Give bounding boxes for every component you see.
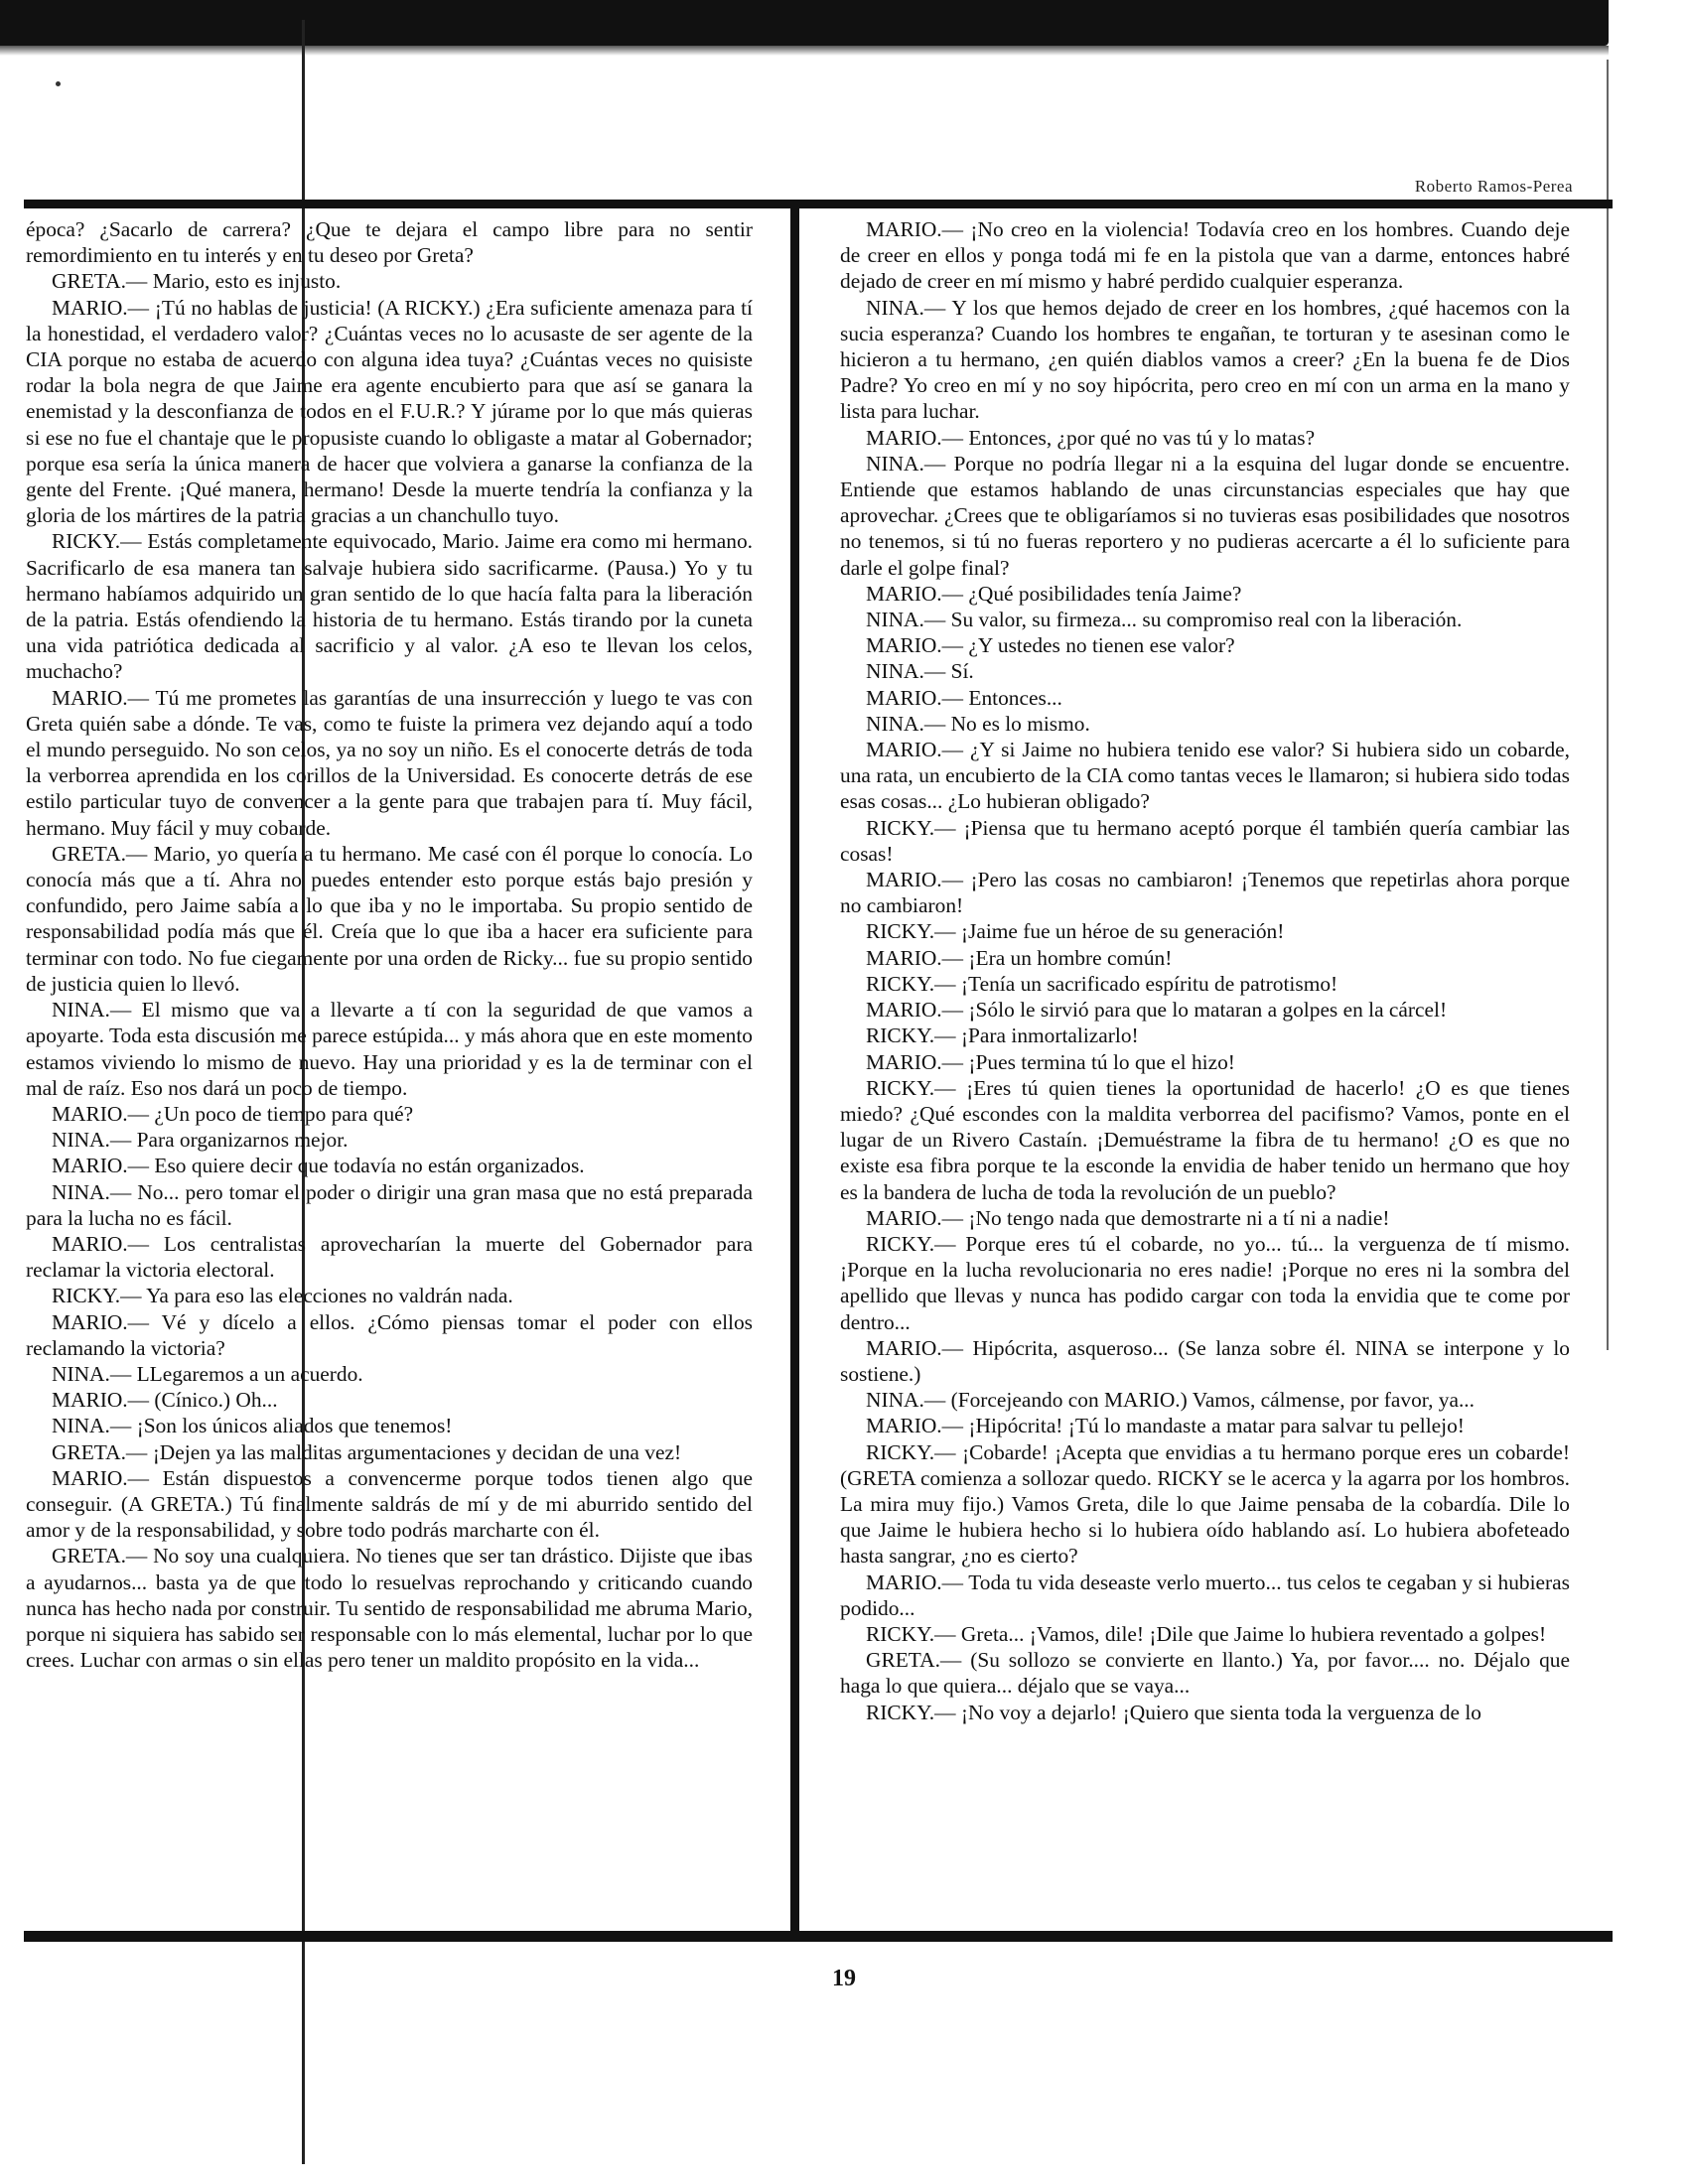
scan-edge-line xyxy=(1607,60,1609,1350)
dialogue-text: época? ¿Sacarlo de carrera? ¿Que te dejara el campo libre para no sentir remordimiento en tu interés y en tu deseo por Greta? xyxy=(26,217,753,268)
dialogue-line xyxy=(840,1621,1570,1647)
page-number: 19 xyxy=(832,1966,856,1991)
speaker-name: MARIO.— xyxy=(866,1414,964,1438)
scan-top-shadow xyxy=(0,46,1609,56)
dialogue-line xyxy=(840,1700,1570,1725)
dialogue-line xyxy=(840,1075,1570,1205)
dialogue-line xyxy=(26,1543,753,1673)
speaker-name: RICKY.— xyxy=(866,1439,956,1464)
column-divider xyxy=(790,208,799,1931)
dialogue-text: ¡Para inmortalizarlo! xyxy=(960,1024,1139,1048)
dialogue-line xyxy=(840,1335,1570,1387)
speaker-name: NINA.— xyxy=(866,1388,946,1413)
speaker-name: MARIO.— xyxy=(52,1465,150,1490)
dialogue-line xyxy=(840,1439,1570,1570)
speaker-name: MARIO.— xyxy=(52,1154,150,1178)
dialogue-text: ¡Cobarde! ¡Acepta que envidias a tu hermano porque eres un cobarde! (GRETA comienza a sollozar quedo. RICKY se le acerca y la agarra por los hombros. La mira muy fijo.) Vamos Greta, dile lo que Jaime pensaba de la cobardía. Dile lo que Jaime le hubiera hecho si lo hubiera oído hablando así. Lo hubiera abofeteado hasta sangrar, ¿no es cierto? xyxy=(840,1439,1570,1569)
dialogue-line xyxy=(26,1101,753,1127)
dialogue-text: ¿Y ustedes no tienen ese valor? xyxy=(968,633,1235,658)
dialogue-text: Greta... ¡Vamos, dile! ¡Dile que Jaime lo hubiera reventado a golpes! xyxy=(960,1621,1547,1646)
dialogue-line xyxy=(840,918,1570,944)
dialogue-text: ¡Hipócrita! ¡Tú lo mandaste a matar para salvar tu pellejo! xyxy=(968,1414,1465,1438)
speaker-name: MARIO.— xyxy=(866,1570,964,1594)
speaker-name: MARIO.— xyxy=(866,945,964,970)
dialogue-text: ¿Un poco de tiempo para qué? xyxy=(154,1101,414,1126)
speaker-name: MARIO.— xyxy=(866,581,964,606)
dialogue-text: Porque eres tú el cobarde, no yo... tú... la verguenza de tí mismo. ¡Porque en la lucha revolucionaria no eres nadie! ¡Porque no eres ni la sombra del apellido que llevas y nunca has podido cargar con toda la envidia que te come por dentro... xyxy=(840,1231,1570,1334)
dialogue-line xyxy=(840,425,1570,451)
speaker-name: MARIO.— xyxy=(866,685,964,710)
speaker-name: RICKY.— xyxy=(866,971,956,996)
speaker-name: MARIO.— xyxy=(866,998,964,1023)
speaker-name: NINA.— xyxy=(866,608,946,632)
dialogue-text: ¡Jaime fue un héroe de su generación! xyxy=(960,919,1285,944)
speaker-name: MARIO.— xyxy=(52,1101,150,1126)
speaker-name: MARIO.— xyxy=(866,1205,964,1230)
dialogue-text: Hipócrita, asqueroso... (Se lanza sobre él. NINA se interpone y lo sostiene.) xyxy=(840,1335,1570,1386)
dialogue-text: No... pero tomar el poder o dirigir una gran masa que no está preparada para la lucha no es fácil. xyxy=(26,1179,753,1230)
dialogue-text: ¡Son los únicos aliados que tenemos! xyxy=(136,1414,453,1438)
dialogue-line xyxy=(26,1153,753,1178)
dialogue-line xyxy=(26,1127,753,1153)
dialogue-line xyxy=(26,268,753,294)
dialogue-text: Su valor, su firmeza... su compromiso real con la liberación. xyxy=(950,608,1463,632)
speaker-name: MARIO.— xyxy=(866,217,964,241)
dialogue-text: Porque no podría llegar ni a la esquina del lugar donde se encuentre. Entiende que estamos hablando de unas circunstancias especiales que hay que aprovechar. ¿Crees que te obligaríamos si no tuvieras esas posibilidades que nosotros no tenemos, si tú no fueras reportero y no pudieras acercarte a él lo suficiente para darle el golpe final? xyxy=(840,451,1570,580)
dialogue-text: (Cínico.) Oh... xyxy=(154,1388,278,1413)
speaker-name: RICKY.— xyxy=(866,1700,956,1724)
dialogue-line xyxy=(840,997,1570,1023)
speaker-name: GRETA.— xyxy=(52,1544,148,1569)
dialogue-line xyxy=(26,1413,753,1438)
speaker-name: GRETA.— xyxy=(52,841,148,866)
running-head: Roberto Ramos-Perea xyxy=(1414,177,1573,196)
dialogue-line xyxy=(840,945,1570,971)
speaker-name: MARIO.— xyxy=(866,1335,964,1360)
dialogue-line xyxy=(840,295,1570,425)
dialogue-line xyxy=(840,737,1570,815)
dialogue-line xyxy=(840,1570,1570,1621)
dialogue-text: Y los que hemos dejado de creer en los hombres, ¿qué hacemos con la sucia esperanza? Cuando los hombres te engañan, te torturan y te asesinan como le hicieron a tu hermano, ¿en quién diablos vamos a creer? ¿En la buena fe de Dios Padre? Yo creo en mí y no soy hipócrita, pero creo en mí con un arma en la mano y lista para luchar. xyxy=(840,295,1570,424)
speaker-name: NINA.— xyxy=(52,998,132,1023)
dialogue-text: Toda tu vida deseaste verlo muerto... tus celos te cegaban y si hubieras podido... xyxy=(840,1570,1570,1620)
speaker-name: NINA.— xyxy=(866,295,946,320)
dialogue-text: El mismo que va a llevarte a tí con la seguridad de que vamos a apoyarte. Toda esta discusión me parece estúpida... y más ahora que en este momento estamos viviendo lo mismo de nuevo. Hay una prioridad y es la de terminar con el mal de raíz. Eso nos dará un poco de tiempo. xyxy=(26,998,753,1100)
right-column xyxy=(840,216,1570,1924)
dialogue-text: ¿Qué posibilidades tenía Jaime? xyxy=(968,581,1242,606)
dialogue-line xyxy=(26,841,753,997)
scan-top-bar xyxy=(0,0,1609,46)
speaker-name: NINA.— xyxy=(52,1128,132,1153)
dialogue-line xyxy=(840,658,1570,684)
speaker-name: NINA.— xyxy=(52,1414,132,1438)
dialogue-line xyxy=(840,711,1570,737)
dialogue-text: ¡Eres tú quien tienes la oportunidad de hacerlo! ¿O es que tienes miedo? ¿Qué escondes con la maldita verborrea del pacifismo? Vamos, ponte en el lugar de un Rivero Castaín. ¡Demuéstrame la fibra de tu hermano! ¿O es que no existe esa fibra porque te la esconde la envidia de haber tenido un hermano que hoy es la bandera de lucha de toda la revolución de un pueblo? xyxy=(840,1075,1570,1204)
speaker-name: MARIO.— xyxy=(866,633,964,658)
speaker-name: RICKY.— xyxy=(866,1075,956,1100)
dialogue-line xyxy=(26,1231,753,1283)
speaker-name: GRETA.— xyxy=(52,1439,148,1464)
dialogue-text: ¡Piensa que tu hermano aceptó porque él también quería cambiar las cosas! xyxy=(840,815,1570,866)
dialogue-text: Entonces, ¿por qué no vas tú y lo matas? xyxy=(968,425,1316,450)
speaker-name: RICKY.— xyxy=(866,919,956,944)
dialogue-line xyxy=(840,971,1570,997)
dialogue-text: No soy una cualquiera. No tienes que ser tan drástico. Dijiste que ibas a ayudarnos... basta ya de que todo lo resuelvas reprochando y criticando cuando nunca has hecho nada por construir. Tu sentido de responsabilidad me abruma Mario, porque ni siquiera has sabido ser responsable con lo más elemental, luchar por lo que crees. Luchar con armas o sin ellas pero tener un maldito propósito en la vida... xyxy=(26,1544,753,1673)
dialogue-text: ¡Pero las cosas no cambiaron! ¡Tenemos que repetirlas ahora porque no cambiaron! xyxy=(840,868,1570,918)
speaker-name: GRETA.— xyxy=(52,269,148,294)
speaker-name: MARIO.— xyxy=(52,685,150,710)
dialogue-text: Están dispuestos a convencerme porque todos tienen algo que conseguir. (A GRETA.) Tú finalmente saldrás de mí y de mi aburrido sentido del amor y de la responsabilidad, y sobre todo podrás marcharte con él. xyxy=(26,1465,753,1543)
dialogue-line xyxy=(840,685,1570,711)
left-column xyxy=(26,216,753,1924)
speaker-name: MARIO.— xyxy=(866,868,964,892)
dialogue-text: (Su sollozo se convierte en llanto.) Ya, por favor.... no. Déjalo que haga lo que quiera... déjalo que se vaya... xyxy=(840,1648,1570,1699)
speaker-name: RICKY.— xyxy=(52,1284,142,1308)
dialogue-text: (Forcejeando con MARIO.) Vamos, cálmense, por favor, ya... xyxy=(950,1388,1475,1413)
dialogue-text: ¡No voy a dejarlo! ¡Quiero que sienta toda la verguenza de lo xyxy=(960,1700,1481,1724)
dialogue-line xyxy=(840,1023,1570,1048)
dialogue-line xyxy=(840,1647,1570,1699)
dialogue-line xyxy=(26,1439,753,1465)
speaker-name: MARIO.— xyxy=(52,295,150,320)
dialogue-line xyxy=(840,1231,1570,1335)
speaker-name: MARIO.— xyxy=(52,1388,150,1413)
dialogue-text: Ya para eso las elecciones no valdrán nada. xyxy=(146,1284,513,1308)
dialogue-line xyxy=(26,997,753,1101)
dialogue-text: ¡Dejen ya las malditas argumentaciones y decidan de una vez! xyxy=(152,1439,682,1464)
dialogue-line xyxy=(840,216,1570,295)
dialogue-text: ¡Pues termina tú lo que el hizo! xyxy=(968,1049,1235,1074)
speaker-name: NINA.— xyxy=(866,659,946,684)
dialogue-text: Eso quiere decir que todavía no están organizados. xyxy=(154,1154,585,1178)
dialogue-text: No es lo mismo. xyxy=(950,711,1090,736)
dialogue-text: Entonces... xyxy=(968,685,1062,710)
speaker-name: NINA.— xyxy=(866,711,946,736)
dialogue-line xyxy=(26,1283,753,1308)
speaker-name: NINA.— xyxy=(52,1179,132,1204)
dialogue-line xyxy=(26,1179,753,1231)
speaker-name: MARIO.— xyxy=(866,425,964,450)
dialogue-line xyxy=(26,528,753,684)
dialogue-text: Estás completamente equivocado, Mario. Jaime era como mi hermano. Sacrificarlo de esa manera tan salvaje hubiera sido sacrificarme. (Pausa.) Yo y tu hermano habíamos adquirido un gran sentido de lo que hacía falta para la liberación de la patria. Estás ofendiendo la historia de tu hermano. Estás tirando por la cuneta una vida patriótica dedicada al sacrificio y al valor. ¿A eso te llevan los celos, muchacho? xyxy=(26,529,753,684)
dialogue-line xyxy=(840,607,1570,632)
dialogue-line xyxy=(26,295,753,529)
dialogue-line xyxy=(26,1361,753,1387)
speaker-name: MARIO.— xyxy=(866,1049,964,1074)
dialogue-text: Mario, yo quería a tu hermano. Me casé con él porque lo conocía. Lo conocía más que a tí. Ahra no puedes entender esto porque estás bajo presión y confundido, pero Jaime sabía a lo que iba y no le importaba. Su propio sentido de responsabilidad podía más que él. Creía que lo que iba a hacer era suficiente para terminar con todo. No fue ciegamente por una orden de Ricky... fue su propio sentido de justicia quien lo llevó. xyxy=(26,841,753,996)
dialogue-text: ¡Sólo le sirvió para que lo mataran a golpes en la cárcel! xyxy=(968,998,1448,1023)
speaker-name: GRETA.— xyxy=(866,1648,962,1673)
dialogue-text: ¡Tenía un sacrificado espíritu de patrotismo! xyxy=(960,971,1338,996)
dialogue-text: Vé y dícelo a ellos. ¿Cómo piensas tomar el poder con ellos reclamando la victoria? xyxy=(26,1309,753,1360)
dialogue-line xyxy=(840,451,1570,581)
scan-speck xyxy=(56,81,61,86)
dialogue-line xyxy=(26,685,753,841)
dialogue-text: Tú me prometes las garantías de una insurrección y luego te vas con Greta quién sabe a dónde. Te vas, como te fuiste la primera vez dejando aquí a todo el mundo perseguido. No son celos, ya no soy un niño. Es el conocerte detrás de toda la verborrea aprendida en los corillos de la Universidad. Es conocerte detrás de ese estilo particular tuyo de convencer a la gente para que trabajen para tí. Muy fácil, hermano. Muy fácil y muy cobarde. xyxy=(26,685,753,840)
speaker-name: RICKY.— xyxy=(52,529,142,554)
dialogue-line xyxy=(840,1387,1570,1413)
dialogue-line xyxy=(840,1049,1570,1075)
dialogue-text: LLegaremos a un acuerdo. xyxy=(136,1361,363,1386)
dialogue-line xyxy=(840,1205,1570,1231)
footer-rule xyxy=(24,1931,1613,1942)
speaker-name: MARIO.— xyxy=(52,1309,150,1334)
speaker-name: RICKY.— xyxy=(866,1024,956,1048)
speaker-name: RICKY.— xyxy=(866,1231,956,1256)
dialogue-text: ¡Era un hombre común! xyxy=(968,945,1173,970)
speaker-name: RICKY.— xyxy=(866,1621,956,1646)
dialogue-line xyxy=(26,1309,753,1361)
dialogue-text: ¡No creo en la violencia! Todavía creo en los hombres. Cuando deje de creer en ellos y ponga todá mi fe en la pistola que van a darme, entonces habré dejado de creer en mí mismo y habré perdido cualquier esperanza. xyxy=(840,217,1570,294)
speaker-name: NINA.— xyxy=(866,451,946,476)
speaker-name: MARIO.— xyxy=(52,1231,150,1256)
dialogue-text: ¿Y si Jaime no hubiera tenido ese valor? Si hubiera sido un cobarde, una rata, un encubierto de la CIA como tantas veces le llamaron; si hubiera sido todas esas cosas... ¿Lo hubieran obligado? xyxy=(840,738,1570,814)
speaker-name: RICKY.— xyxy=(866,815,956,840)
dialogue-line xyxy=(840,632,1570,658)
speaker-name: MARIO.— xyxy=(866,738,964,762)
dialogue-line xyxy=(26,216,753,268)
dialogue-text: Los centralistas aprovecharían la muerte del Gobernador para reclamar la victoria electoral. xyxy=(26,1231,753,1283)
dialogue-line xyxy=(840,867,1570,918)
dialogue-text: Mario, esto es injusto. xyxy=(152,269,342,294)
dialogue-line xyxy=(840,815,1570,867)
dialogue-text: Sí. xyxy=(950,659,974,684)
dialogue-line xyxy=(840,581,1570,607)
dialogue-text: ¡Tú no hablas de justicia! (A RICKY.) ¿Era suficiente amenaza para tí la honestidad, el verdadero valor? ¿Cuántas veces no lo acusaste de ser agente de la CIA porque no estaba de acuerdo con alguna idea tuya? ¿Cuántas veces no quisiste rodar la bola negra de que Jaime era agente encubierto para que así se ganara la enemistad y la desconfianza de todos en el F.U.R.? Y júrame por lo que más quieras si ese no fue el chantaje que le propusiste cuando lo obligaste a matar al Gobernador; porque esa sería la única manera de hacer que volviera a ganarse la confianza de la gente del Frente. ¡Qué manera, hermano! Desde la muerte tendría la confianza y la gloria de los mártires de la patria gracias a un chanchullo tuyo. xyxy=(26,295,753,528)
speaker-name: NINA.— xyxy=(52,1361,132,1386)
dialogue-line xyxy=(26,1387,753,1413)
dialogue-line xyxy=(840,1413,1570,1438)
header-rule xyxy=(24,200,1613,208)
dialogue-line xyxy=(26,1465,753,1544)
dialogue-text: Para organizarnos mejor. xyxy=(136,1128,349,1153)
dialogue-text: ¡No tengo nada que demostrarte ni a tí ni a nadie! xyxy=(968,1205,1390,1230)
